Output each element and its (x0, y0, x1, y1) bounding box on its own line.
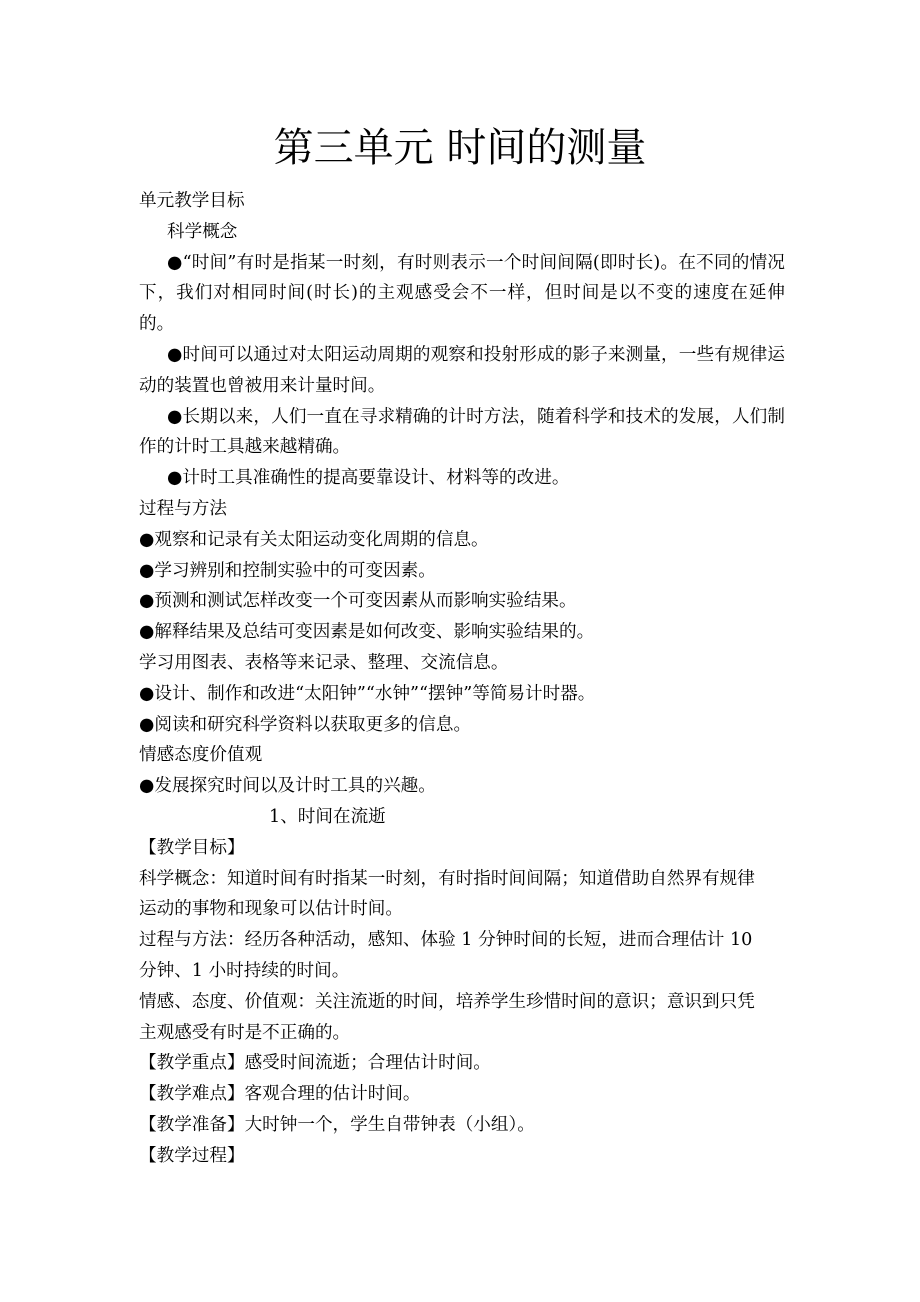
lesson-concept-line-2: 运动的事物和现象可以估计时间。 (139, 899, 403, 920)
section-heading-emotion-values: 情感态度价值观 (139, 745, 263, 766)
lesson-process-line-1: 过程与方法：经历各种活动，感知、体验 1 分钟时间的长短，进而合理估计 10 (139, 930, 753, 951)
lesson-goals-label: 【教学目标】 (139, 837, 245, 858)
page-title: 第三单元 时间的测量 (273, 125, 647, 171)
lesson-process-label: 【教学过程】 (139, 1145, 245, 1166)
lesson-emotion-line-1: 情感、态度、价值观：关注流逝的时间，培养学生珍惜时间的意识；意识到只凭 (139, 991, 755, 1012)
lesson-key-point: 【教学重点】感受时间流逝；合理估计时间。 (139, 1053, 491, 1074)
concept-item-2: ●时间可以通过对太阳运动周期的观察和投射形成的影子来测量，一些有规律运动的装置也曾被用来计量时间。 (139, 344, 785, 396)
process-item-3: ●预测和测试怎样改变一个可变因素从而影响实验结果。 (139, 591, 577, 612)
concept-item-4: ●计时工具准确性的提高要靠设计、材料等的改进。 (167, 468, 570, 489)
section-heading-process-methods: 过程与方法 (139, 498, 227, 519)
lesson-preparation: 【教学准备】大时钟一个，学生自带钟表（小组）。 (139, 1114, 535, 1135)
lesson-emotion-line-2: 主观感受有时是不正确的。 (139, 1022, 351, 1043)
emotion-item-1: ●发展探究时间以及计时工具的兴趣。 (139, 776, 436, 797)
section-heading-unit-goals: 单元教学目标 (139, 191, 245, 211)
document-body (139, 186, 785, 1172)
concept-item-3: ●长期以来，人们一直在寻求精确的计时方法，随着科学和技术的发展，人们制作的计时工具越来越精确。 (139, 406, 785, 458)
process-item-4: ●解释结果及总结可变因素是如何改变、影响实验结果的。 (139, 622, 595, 643)
lesson-heading: 1、时间在流逝 (269, 806, 386, 827)
lesson-difficulty: 【教学难点】客观合理的估计时间。 (139, 1084, 421, 1105)
process-item-1: ●观察和记录有关太阳运动变化周期的信息。 (139, 529, 489, 550)
lesson-process-line-2: 分钟、1 小时持续的时间。 (139, 960, 350, 981)
process-item-7: ●阅读和研究科学资料以获取更多的信息。 (139, 714, 472, 735)
concept-item-1: ●“时间”有时是指某一时刻，有时则表示一个时间间隔(即时长)。在不同的情况下，我们对相同时间(时长)的主观感受会不一样，但时间是以不变的速度在延伸的。 (139, 252, 785, 335)
process-item-2: ●学习辨别和控制实验中的可变因素。 (139, 560, 436, 581)
subheading-science-concepts: 科学概念 (167, 221, 238, 242)
lesson-concept-line-1: 科学概念：知道时间有时指某一时刻，有时指时间间隔；知道借助自然界有规律 (139, 868, 755, 889)
process-item-5: 学习用图表、表格等来记录、整理、交流信息。 (139, 652, 509, 673)
process-item-6: ●设计、制作和改进“太阳钟”“水钟”“摆钟”等简易计时器。 (139, 683, 596, 704)
